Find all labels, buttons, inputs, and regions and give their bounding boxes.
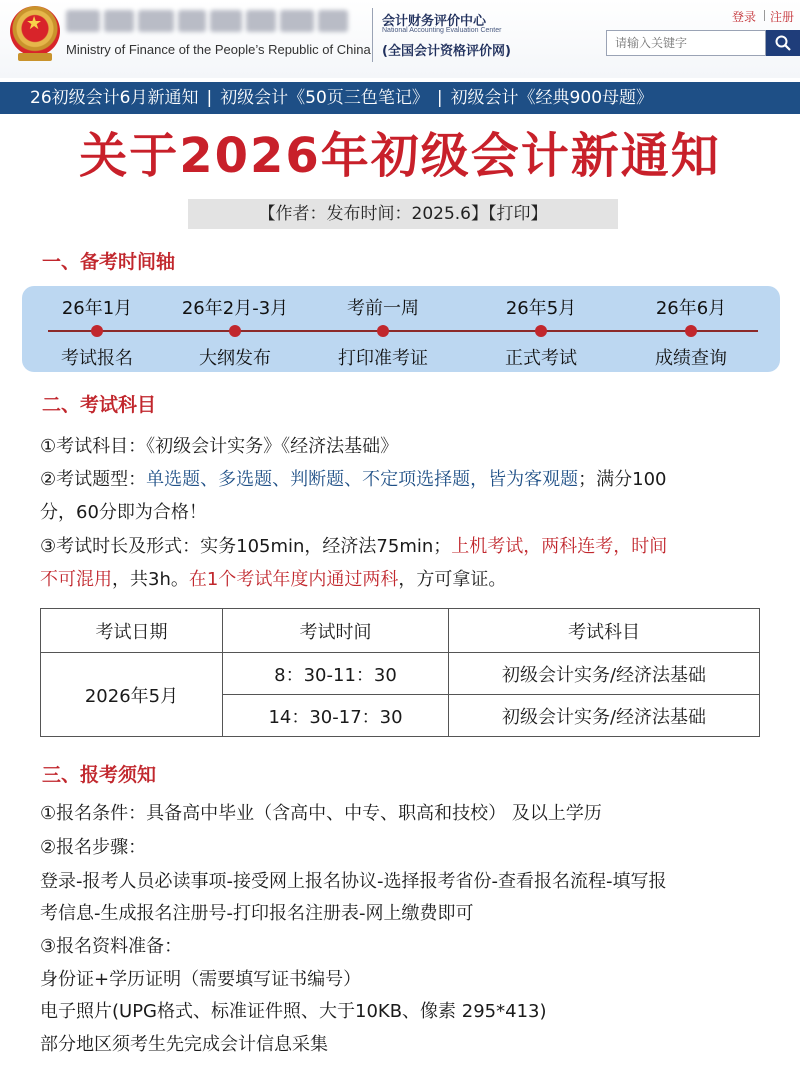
question-types-line bbox=[40, 466, 667, 494]
exam-timeline bbox=[22, 286, 780, 372]
timeline-date: 26年1月 bbox=[61, 298, 133, 319]
timeline-event: 大纲发布 bbox=[199, 348, 271, 369]
exam-time-cell: 14：30-17：30 bbox=[223, 695, 449, 737]
nav-separator: | bbox=[206, 88, 213, 108]
registration-line: 登录-报考人员必读事项-接受网上报名协议-选择报考省份-查看报名流程-填写报 bbox=[40, 871, 667, 892]
timeline-item bbox=[160, 286, 310, 372]
header-divider bbox=[372, 8, 373, 62]
timeline-item bbox=[466, 286, 616, 372]
timeline-item bbox=[308, 286, 458, 372]
table-row bbox=[41, 653, 760, 695]
timeline-dot bbox=[535, 325, 547, 337]
site-header bbox=[0, 0, 800, 78]
article-meta: 【作者：发布时间：2025.6】【打印】 bbox=[188, 199, 618, 229]
registration-line: 部分地区须考生先完成会计信息采集 bbox=[40, 1034, 328, 1055]
table-header-row bbox=[41, 609, 760, 653]
registration-line: ②报名步骤： bbox=[40, 837, 147, 858]
exam-schedule-table bbox=[40, 608, 760, 737]
question-types-highlight: 单选题、多选题、判断题、不定项选择题，皆为客观题 bbox=[146, 469, 579, 490]
duration-line bbox=[40, 533, 667, 561]
timeline-date: 26年6月 bbox=[655, 298, 727, 319]
timeline-event: 正式考试 bbox=[505, 348, 577, 369]
exam-time-cell: 8：30-11：30 bbox=[223, 653, 449, 695]
time-rule-highlight: 不可混用 bbox=[40, 569, 112, 590]
timeline-event: 打印准考证 bbox=[338, 348, 428, 369]
nav-link-questions[interactable]: 初级会计《经典900母题》 bbox=[450, 88, 654, 108]
pass-score-line: 分，60分即为合格！ bbox=[40, 502, 207, 523]
nav-link-june-notice[interactable]: 26初级会计6月新通知 bbox=[30, 88, 199, 108]
center-name-cn: 会计财务评价中心 bbox=[382, 14, 487, 29]
timeline-dot bbox=[229, 325, 241, 337]
pass-rule-highlight: 在1个考试年度内通过两科 bbox=[188, 569, 399, 590]
subjects-line: ①考试科目：《初级会计实务》《经济法基础》 bbox=[40, 436, 399, 457]
national-emblem-icon: ★ bbox=[10, 6, 60, 62]
register-link[interactable]: 注册 bbox=[770, 10, 795, 24]
login-link[interactable]: 登录 bbox=[732, 10, 757, 24]
table-header: 考试日期 bbox=[41, 609, 223, 653]
timeline-date: 26年5月 bbox=[505, 298, 577, 319]
registration-line: 考信息-生成报名注册号-打印报名注册表-网上缴费即可 bbox=[40, 903, 474, 924]
center-name-en: National Accounting Evaluation Center bbox=[382, 27, 502, 34]
exam-subject-cell: 初级会计实务/经济法基础 bbox=[449, 653, 760, 695]
timeline-dot bbox=[91, 325, 103, 337]
section-heading-registration: 三、报考须知 bbox=[42, 764, 157, 786]
section-heading-timeline: 一、备考时间轴 bbox=[42, 251, 176, 273]
top-nav-bar bbox=[0, 82, 800, 114]
timeline-dot bbox=[685, 325, 697, 337]
search-icon bbox=[775, 35, 791, 51]
nav-link-notes[interactable]: 初级会计《50页三色笔记》 bbox=[220, 88, 429, 108]
registration-line: 电子照片(UPG格式、标准证件照、大于10KB、像素 295*413) bbox=[40, 1001, 547, 1022]
timeline-event: 考试报名 bbox=[61, 348, 133, 369]
login-register-divider bbox=[764, 10, 765, 21]
search-input[interactable] bbox=[606, 30, 766, 56]
table-header: 考试科目 bbox=[449, 609, 760, 653]
total-time-text: ，共3h。 bbox=[112, 569, 189, 590]
registration-line: ①报名条件：具备高中毕业（含高中、中专、职高和技校） 及以上学历 bbox=[40, 803, 602, 824]
timeline-date: 考前一周 bbox=[347, 298, 419, 319]
exam-format-highlight: 上机考试，两科连考，时间 bbox=[451, 536, 668, 557]
timeline-dot bbox=[377, 325, 389, 337]
article-title: 关于2026年初级会计新通知 bbox=[79, 128, 721, 184]
exam-date-cell: 2026年5月 bbox=[41, 653, 223, 737]
registration-line: 身份证+学历证明（需要填写证书编号） bbox=[40, 969, 362, 990]
table-header: 考试时间 bbox=[223, 609, 449, 653]
full-score-text: ；满分100 bbox=[578, 469, 667, 490]
timeline-item bbox=[616, 286, 766, 372]
question-types-label: ②考试题型： bbox=[40, 469, 147, 490]
timeline-date: 26年2月-3月 bbox=[181, 298, 289, 319]
registration-line: ③报名资料准备： bbox=[40, 936, 183, 957]
duration-text: ③考试时长及形式：实务105min，经济法75min； bbox=[40, 536, 452, 557]
search-button[interactable] bbox=[766, 30, 800, 56]
ministry-name-blurred bbox=[66, 10, 366, 36]
exam-subject-cell: 初级会计实务/经济法基础 bbox=[449, 695, 760, 737]
timeline-item bbox=[22, 286, 172, 372]
nav-separator: | bbox=[436, 88, 443, 108]
center-site-name: (全国会计资格评价网) bbox=[382, 44, 511, 59]
ministry-english-name: Ministry of Finance of the People’s Republic of China bbox=[66, 42, 371, 57]
certificate-text: ，方可拿证。 bbox=[398, 569, 507, 590]
timeline-event: 成绩查询 bbox=[655, 348, 727, 369]
duration-line-continued bbox=[40, 566, 506, 594]
section-heading-subjects: 二、考试科目 bbox=[42, 394, 157, 416]
